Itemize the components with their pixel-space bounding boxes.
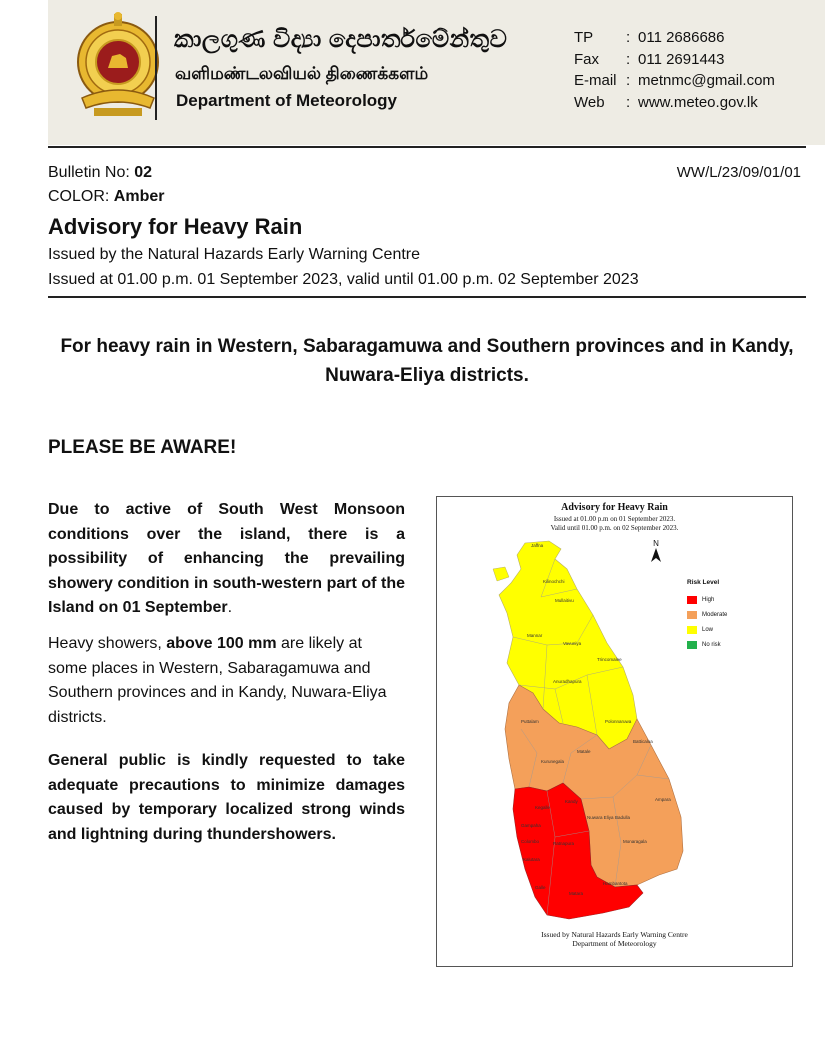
legend-low-swatch [687, 626, 697, 634]
map-title: Advisory for Heavy Rain [561, 502, 668, 513]
district-label-jaffna: Jaffna [531, 543, 544, 548]
contact-fax: Fax : 011 2691443 [574, 50, 725, 68]
legend-title: Risk Level [687, 579, 720, 586]
district-label-nuwara-eliya: Nuwara Eliya [587, 815, 614, 820]
district-label-mannar: Mannar [527, 633, 543, 638]
district-label-hambantota: Hambantota [603, 881, 628, 886]
sri-lanka-map [437, 497, 792, 966]
contact-block [574, 27, 775, 113]
rainfall-paragraph: Heavy showers, above 100 mm are likely at some places in Western, Sabaragamuwa and Southern provinces and in Kandy, Nuwara-Eliya districts. [48, 635, 387, 726]
district-label-ratnapura: Ratnapura [553, 841, 575, 846]
map-footer-department: Department of Meteorology [572, 939, 657, 948]
north-arrow-icon: N [651, 539, 661, 564]
dept-name-sinhala: කාලගුණ විද්‍යා දෙපාර්තමේන්තුව [174, 26, 508, 53]
district-label-kilinochchi: Kilinochchi [543, 579, 565, 584]
bulletin-title: Advisory for Heavy Rain [48, 214, 303, 239]
district-label-badulla: Badulla [615, 815, 631, 820]
header-rule [48, 146, 806, 148]
monsoon-paragraph: Due to active of South West Monsoon conditions over the island, there is a possibility of enhancing the prevailing showery condition in south-western part of the Island on 01 September. [48, 501, 405, 616]
district-label-vavuniya: Vavuniya [563, 641, 582, 646]
district-label-trincomalee: Trincomalee [597, 657, 622, 662]
contact-web[interactable]: Web : www.meteo.gov.lk [574, 93, 758, 111]
district-label-batticaloa: Batticaloa [633, 739, 653, 744]
risk-map [436, 496, 793, 967]
district-label-kandy: Kandy [565, 799, 578, 804]
header-divider [155, 16, 157, 120]
district-label-monaragala: Monaragala [623, 839, 647, 844]
district-label-mullaitivu: Mullaitivu [555, 598, 574, 603]
district-label-matale: Matale [577, 749, 591, 754]
map-footer-issuer: Issued by Natural Hazards Early Warning Centre [541, 930, 688, 939]
map-valid: Valid until 01.00 p.m. on 02 September 2023. [550, 524, 679, 532]
district-label-kegalle: Kegalle [535, 805, 551, 810]
legend-no-risk: No risk [687, 637, 727, 652]
legend-low: Low [687, 622, 727, 637]
letterhead [48, 0, 825, 145]
title-rule [48, 296, 806, 298]
district-label-puttalam: Puttalam [521, 719, 539, 724]
advisory-headline: For heavy rain in Western, Sabaragamuwa and Southern provinces and in Kandy, Nuwara-Eliya districts. [60, 336, 794, 386]
district-label-ampara: Ampara [655, 797, 671, 802]
risk-legend [687, 579, 727, 652]
legend-high: High [687, 592, 727, 607]
district-label-galle: Galle [535, 885, 546, 890]
district-label-anuradhapura: Anuradhapura [553, 679, 582, 684]
district-label-polonnaruwa: Polonnaruwa [605, 719, 632, 724]
legend-moderate: Moderate [687, 607, 727, 622]
issued-at: Issued at 01.00 p.m. 01 September 2023, valid until 01.00 p.m. 02 September 2023 [48, 271, 639, 288]
please-be-aware: PLEASE BE AWARE! [48, 437, 237, 458]
contact-email[interactable]: E-mail : metnmc@gmail.com [574, 72, 775, 89]
legend-high-swatch [687, 596, 697, 604]
contact-phone: TP : 011 2686686 [574, 29, 725, 46]
district-label-gampaha: Gampaha [521, 823, 541, 828]
map-issued: Issued at 01.00 p.m on 01 September 2023. [553, 515, 676, 523]
district-label-matara: Matara [569, 891, 584, 896]
issued-by: Issued by the Natural Hazards Early Warning Centre [48, 246, 421, 263]
district-label-colombo: Colombo [521, 839, 540, 844]
district-label-kalutara: Kalutara [523, 857, 540, 862]
bulletin-number: Bulletin No: 02 [48, 164, 153, 181]
dept-name-english: Department of Meteorology [176, 91, 398, 110]
legend-no-risk-swatch [687, 641, 697, 649]
bulletin-reference: WW/L/23/09/01/01 [676, 164, 801, 181]
dept-name-tamil: வளிமண்டலவியல் திணைக்களம் [175, 64, 429, 83]
bulletin-color: COLOR: Amber [48, 188, 165, 205]
legend-moderate-swatch [687, 611, 697, 619]
precaution-paragraph: General public is kindly requested to take adequate precautions to minimize damages caused by temporary localized strong winds and lightning during thundershowers. [48, 752, 405, 843]
district-label-kurunegala: Kurunegala [541, 759, 565, 764]
